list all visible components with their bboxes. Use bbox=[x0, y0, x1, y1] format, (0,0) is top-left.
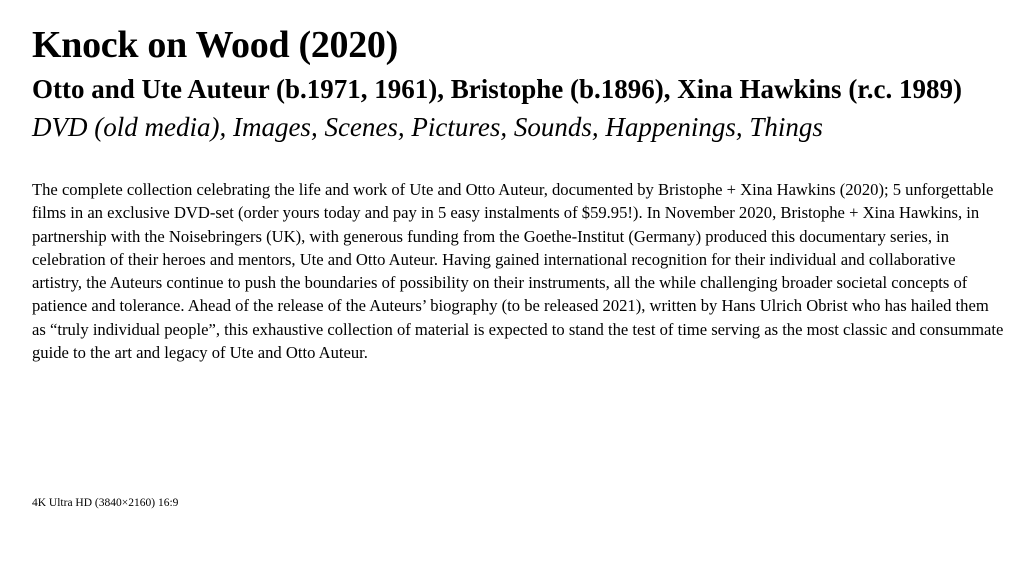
work-title: Knock on Wood (2020) bbox=[32, 24, 398, 66]
work-description: The complete collection celebrating the life and work of Ute and Otto Auteur, documented by Bristophe + Xina Hawkins (2020); 5 unforgettable films in an exclusive DVD-set (order yours today and pay in 5 easy instalments of $59.95!). In November 2020, Bristophe + Xina Hawkins, in partnership with the Noisebringers (UK), with generous funding from the Goethe-Institut (Germany) produced this documentary series, in celebration of their heroes and mentors, Ute and Otto Auteur. Having gained international recognition for their individual and collaborative artistry, the Auteurs continue to push the boundaries of possibility on their instruments, all the while challenging broader societal concepts of patience and tolerance. Ahead of the release of the Auteurs’ biography (to be released 2021), written by Hans Ulrich Obrist who has hailed them as “truly individual people”, this exhaustive collection of material is expected to stand the test of time serving as the most classic and consummate guide to the art and legacy of Ute and Otto Auteur. bbox=[32, 180, 1004, 363]
video-format: 4K Ultra HD (3840×2160) 16:9 bbox=[32, 497, 179, 509]
wall-label bbox=[32, 22, 1004, 364]
work-medium: DVD (old media), Images, Scenes, Pictures, Sounds, Happenings, Things bbox=[32, 112, 823, 142]
artist-credits: Otto and Ute Auteur (b.1971, 1961), Bristophe (b.1896), Xina Hawkins (r.c. 1989) bbox=[32, 74, 963, 104]
